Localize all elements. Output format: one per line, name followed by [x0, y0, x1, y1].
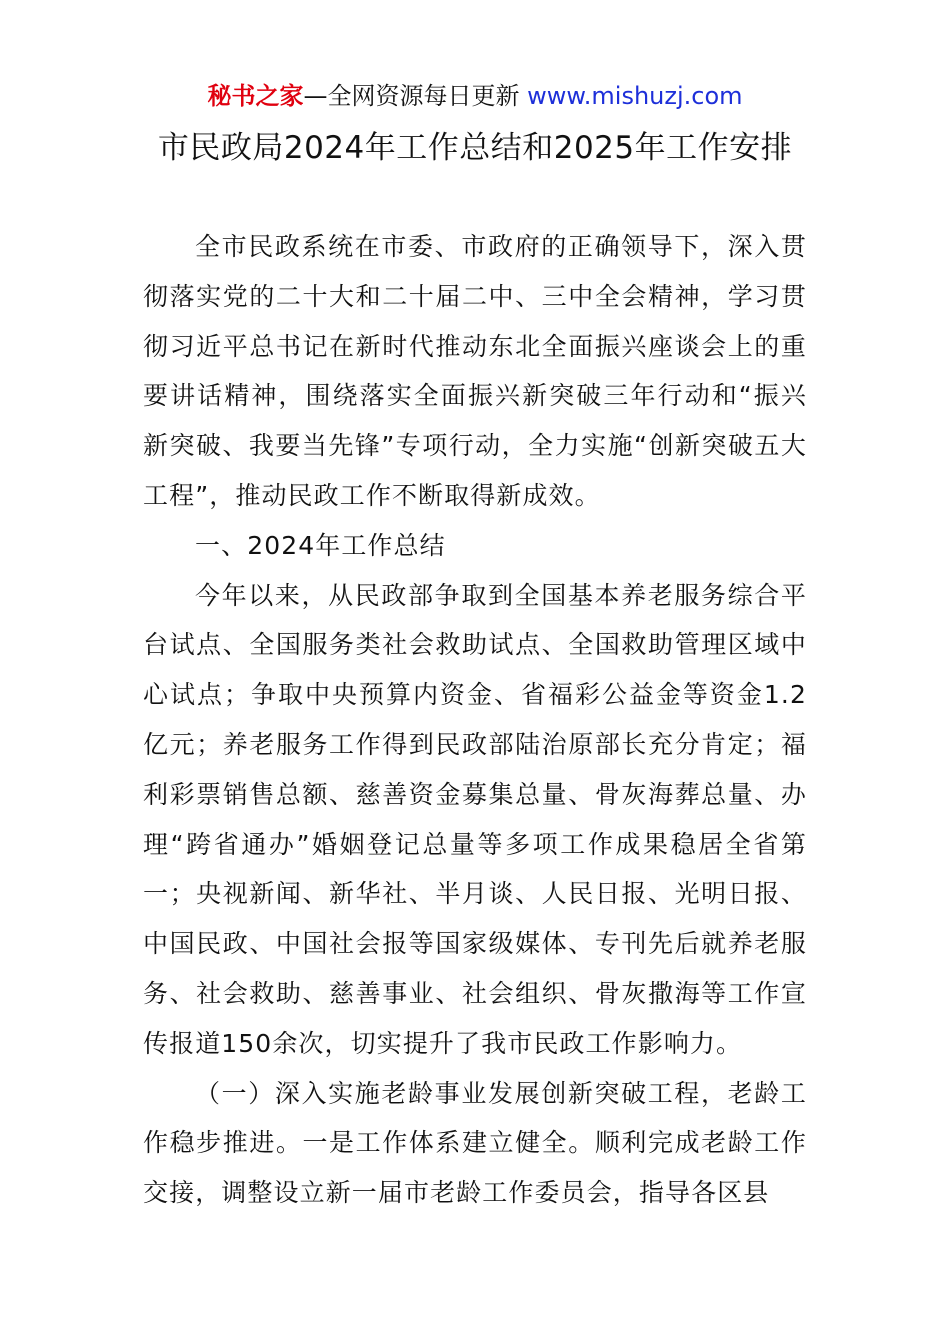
section-heading: 一、2024年工作总结 — [195, 530, 446, 560]
header-slogan: —全网资源每日更新 — [303, 82, 528, 110]
summary-paragraph: 今年以来，从民政部争取到全国基本养老服务综合平台试点、全国服务类社会救助试点、全国救助管理区域中心试点；争取中央预算内资金、省福彩公益金等资金1.2亿元；养老服务工作得到民政部陆治原部长充分肯定；福利彩票销售总额、慈善资金募集总量、骨灰海葬总量、办理“跨省通办”婚姻登记总量等多项工作成果稳居全省第一；央视新闻、新华社、半月谈、人民日报、光明日报、中国民政、中国社会报等国家级媒体、专刊先后就养老服务、社会救助、慈善事业、社会组织、骨灰撒海等工作宣传报道150余次，切实提升了我市民政工作影响力。 — [143, 580, 807, 1058]
document-body — [143, 222, 807, 1218]
intro-paragraph: 全市民政系统在市委、市政府的正确领导下，深入贯彻落实党的二十大和二十届二中、三中全会精神，学习贯彻习近平总书记在新时代推动东北全面振兴座谈会上的重要讲话精神，围绕落实全面振兴新突破三年行动和“振兴新突破、我要当先锋”专项行动，全力实施“创新突破五大工程”，推动民政工作不断取得新成效。 — [143, 232, 807, 510]
brand-name: 秘书之家 — [207, 82, 304, 110]
document-title: 市民政局2024年工作总结和2025年工作安排 — [157, 130, 793, 166]
site-header — [0, 80, 950, 112]
subsection-paragraph: （一）深入实施老龄事业发展创新突破工程，老龄工作稳步推进。一是工作体系建立健全。顺利完成老龄工作交接，调整设立新一届市老龄工作委员会，指导各区县 — [143, 1078, 807, 1208]
site-url-link[interactable]: www.mishuzj.com — [527, 82, 743, 110]
